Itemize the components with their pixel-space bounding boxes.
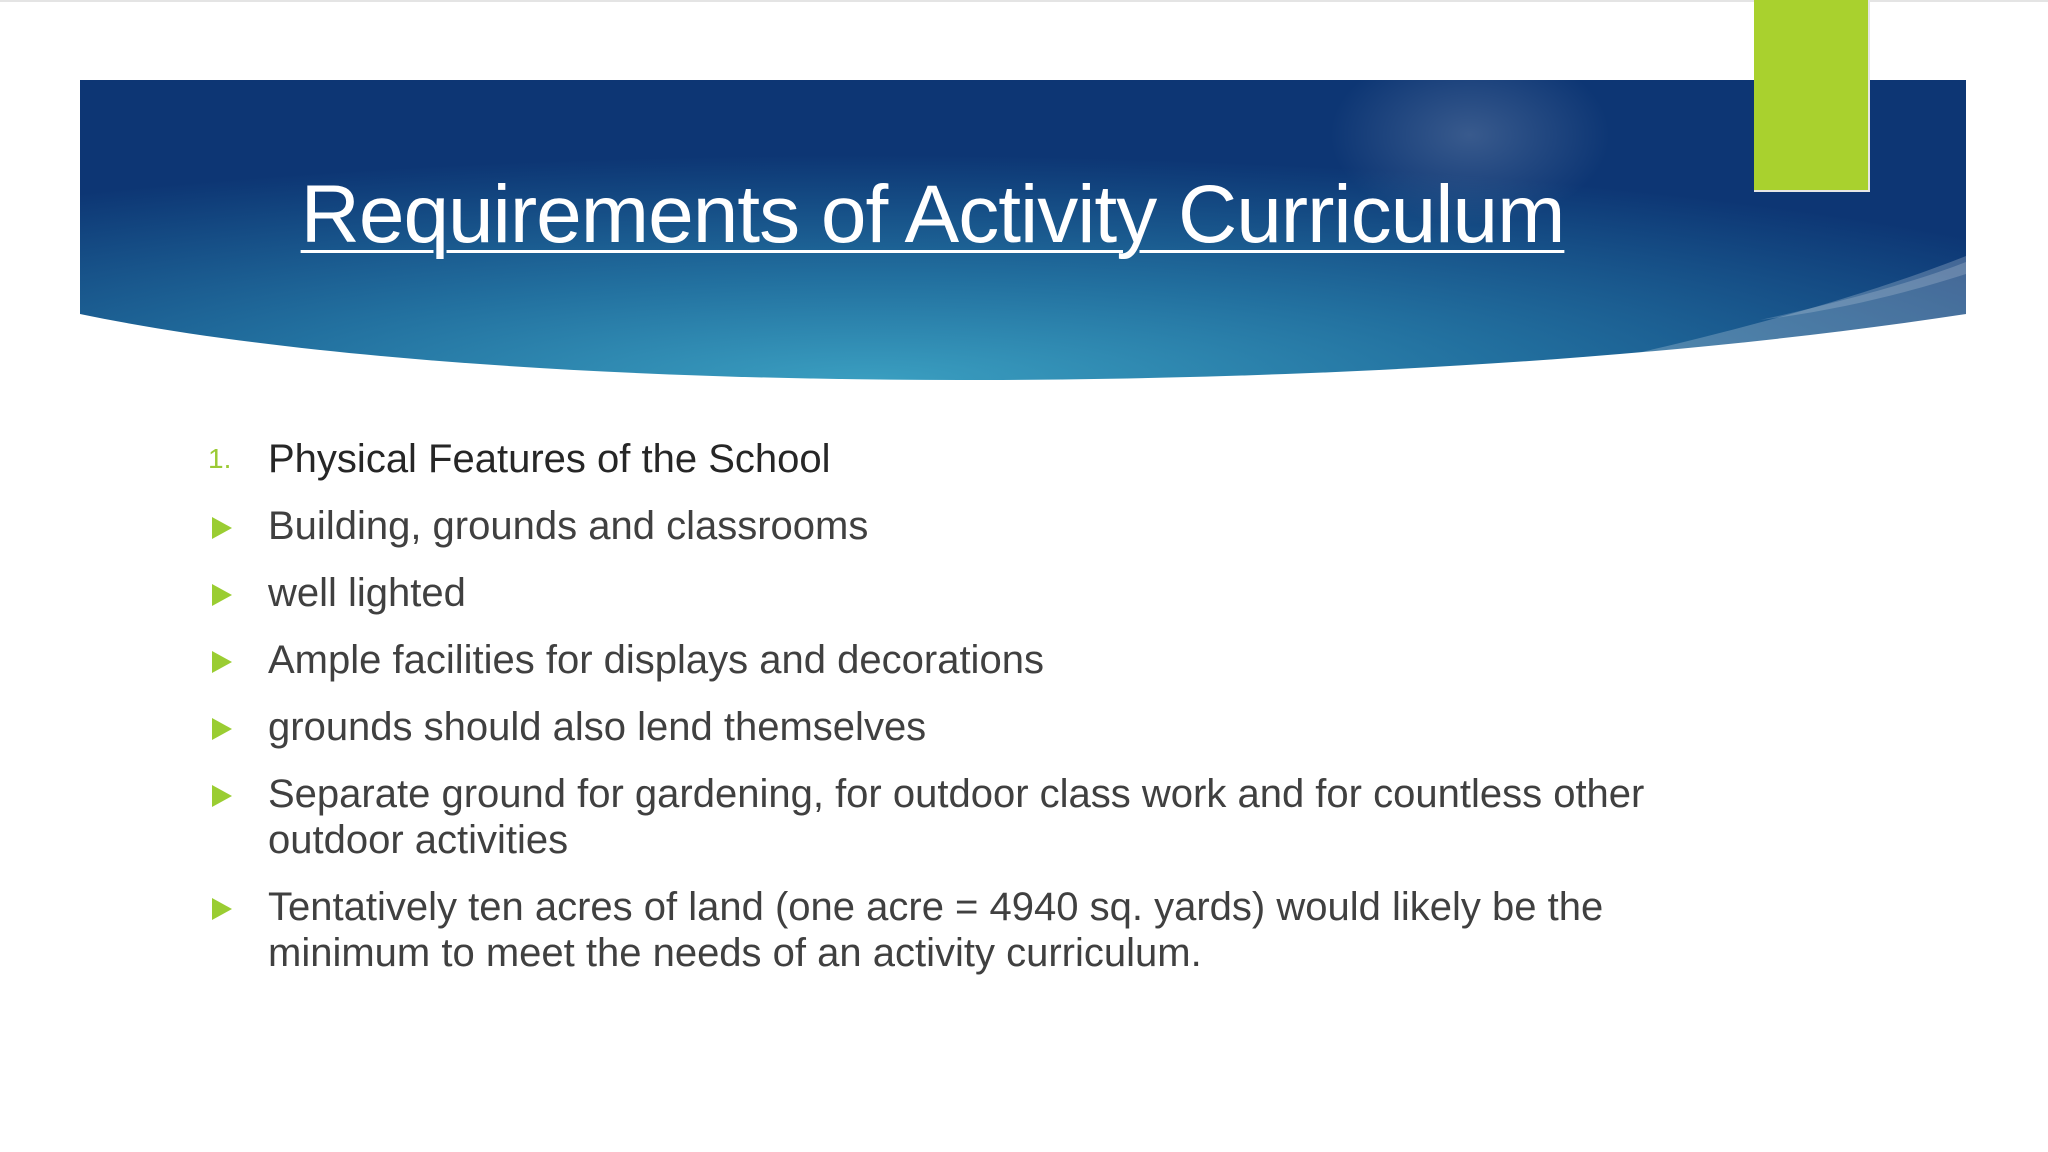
item-text: grounds should also lend themselves (268, 705, 927, 749)
slide-title: Requirements of Activity Curriculum (300, 169, 1565, 260)
list-item (206, 704, 1706, 750)
item-text: Physical Features of the School (268, 437, 831, 481)
triangle-bullet-icon (212, 785, 232, 807)
content-list (206, 436, 1706, 997)
list-item (206, 884, 1706, 976)
triangle-bullet-icon (212, 718, 232, 740)
triangle-bullet-icon (212, 651, 232, 673)
triangle-bullet-icon (212, 898, 232, 920)
list-item (206, 771, 1706, 863)
accent-bar (1754, 0, 1870, 192)
triangle-bullet-icon (212, 584, 232, 606)
triangle-bullet-icon (212, 517, 232, 539)
item-number: 1. (208, 443, 232, 474)
list-item (206, 570, 1706, 616)
item-text: well lighted (268, 571, 466, 615)
item-text: Building, grounds and classrooms (268, 504, 869, 548)
list-item (206, 637, 1706, 683)
item-text: Ample facilities for displays and decorations (268, 638, 1044, 682)
item-text: Tentatively ten acres of land (one acre = 4940 sq. yards) would likely be the minimum to meet the needs of an activity curriculum. (268, 885, 1604, 975)
list-item (206, 503, 1706, 549)
item-text: Separate ground for gardening, for outdoor class work and for countless other outdoor activities (268, 772, 1645, 862)
numbered-item (206, 436, 1706, 482)
